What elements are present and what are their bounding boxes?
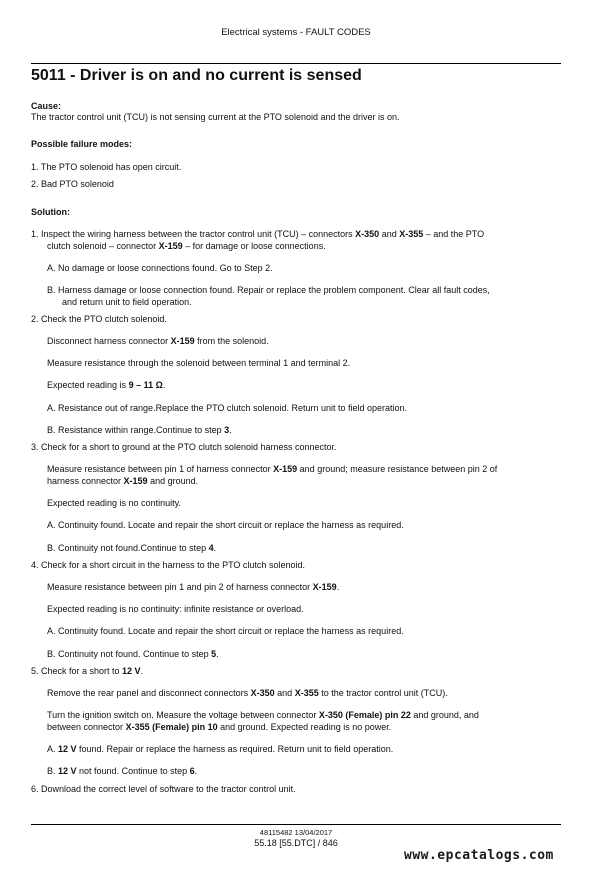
step-5-para-2: Turn the ignition switch on. Measure the voltage between connector X-350 (Female) pin 22 and ground, and (47, 710, 479, 720)
section-header: Electrical systems - FAULT CODES (221, 27, 371, 38)
step-1-line-2: clutch solenoid – connector X-159 – for damage or loose connections. (47, 241, 326, 251)
step-2-option-b: B. Resistance within range.Continue to step 3. (47, 425, 232, 435)
step-5-para-1: Remove the rear panel and disconnect connectors X-350 and X-355 to the tractor control unit (TCU). (47, 688, 448, 698)
failure-mode-item: 1. The PTO solenoid has open circuit. (31, 162, 182, 172)
step-4-heading: 4. Check for a short circuit in the harness to the PTO clutch solenoid. (31, 560, 305, 570)
watermark-url: www.epcatalogs.com (404, 848, 554, 863)
solution-heading: Solution: (31, 207, 70, 217)
step-1-option-b-cont: and return unit to field operation. (62, 297, 192, 307)
footer-page-number: 55.18 [55.DTC] / 846 (254, 838, 338, 848)
step-1-line-1: 1. Inspect the wiring harness between the tractor control unit (TCU) – connectors X-350 and X-355 – and the PTO (31, 229, 485, 239)
step-3-para-1-cont: harness connector X-159 and ground. (47, 476, 199, 486)
fault-code-title: 5011 - Driver is on and no current is sensed (31, 67, 362, 84)
step-2-heading: 2. Check the PTO clutch solenoid. (31, 314, 167, 324)
step-5-option-a: A. 12 V found. Repair or replace the harness as required. Return unit to field operation. (47, 744, 394, 754)
step-2-para-3: Expected reading is 9 – 11 Ω. (47, 380, 166, 390)
step-3-option-a: A. Continuity found. Locate and repair the short circuit or replace the harness as required. (47, 520, 404, 530)
step-1-option-b: B. Harness damage or loose connection found. Repair or replace the problem component. Clear all fault codes, (47, 285, 490, 295)
header-divider (31, 63, 561, 64)
step-2-para-2: Measure resistance through the solenoid between terminal 1 and terminal 2. (47, 358, 351, 368)
step-4-option-a: A. Continuity found. Locate and repair the short circuit or replace the harness as required. (47, 626, 404, 636)
step-5-para-2-cont: between connector X-355 (Female) pin 10 and ground. Expected reading is no power. (47, 722, 392, 732)
step-5-option-b: B. 12 V not found. Continue to step 6. (47, 766, 198, 776)
step-4-option-b: B. Continuity not found. Continue to step 5. (47, 649, 219, 659)
footer-divider (31, 824, 561, 825)
step-6-heading: 6. Download the correct level of software to the tractor control unit. (31, 784, 296, 794)
step-3-para-1: Measure resistance between pin 1 of harness connector X-159 and ground; measure resistance between pin 2 of (47, 464, 498, 474)
step-3-option-b: B. Continuity not found.Continue to step 4. (47, 543, 217, 553)
step-2-option-a: A. Resistance out of range.Replace the PTO clutch solenoid. Return unit to field operation. (47, 403, 408, 413)
step-3-para-2: Expected reading is no continuity. (47, 498, 181, 508)
cause-heading: Cause: (31, 101, 62, 111)
cause-text: The tractor control unit (TCU) is not sensing current at the PTO solenoid and the driver is on. (31, 112, 400, 122)
failure-mode-item: 2. Bad PTO solenoid (31, 179, 114, 189)
step-4-para-2: Expected reading is no continuity: infinite resistance or overload. (47, 604, 304, 614)
failure-modes-heading: Possible failure modes: (31, 139, 133, 149)
step-5-heading: 5. Check for a short to 12 V. (31, 666, 144, 676)
step-1-option-a: A. No damage or loose connections found. Go to Step 2. (47, 263, 273, 273)
footer-document-id: 48115482 13/04/2017 (259, 828, 333, 837)
step-2-para-1: Disconnect harness connector X-159 from the solenoid. (47, 336, 269, 346)
step-3-heading: 3. Check for a short to ground at the PTO clutch solenoid harness connector. (31, 442, 337, 452)
step-4-para-1: Measure resistance between pin 1 and pin 2 of harness connector X-159. (47, 582, 340, 592)
